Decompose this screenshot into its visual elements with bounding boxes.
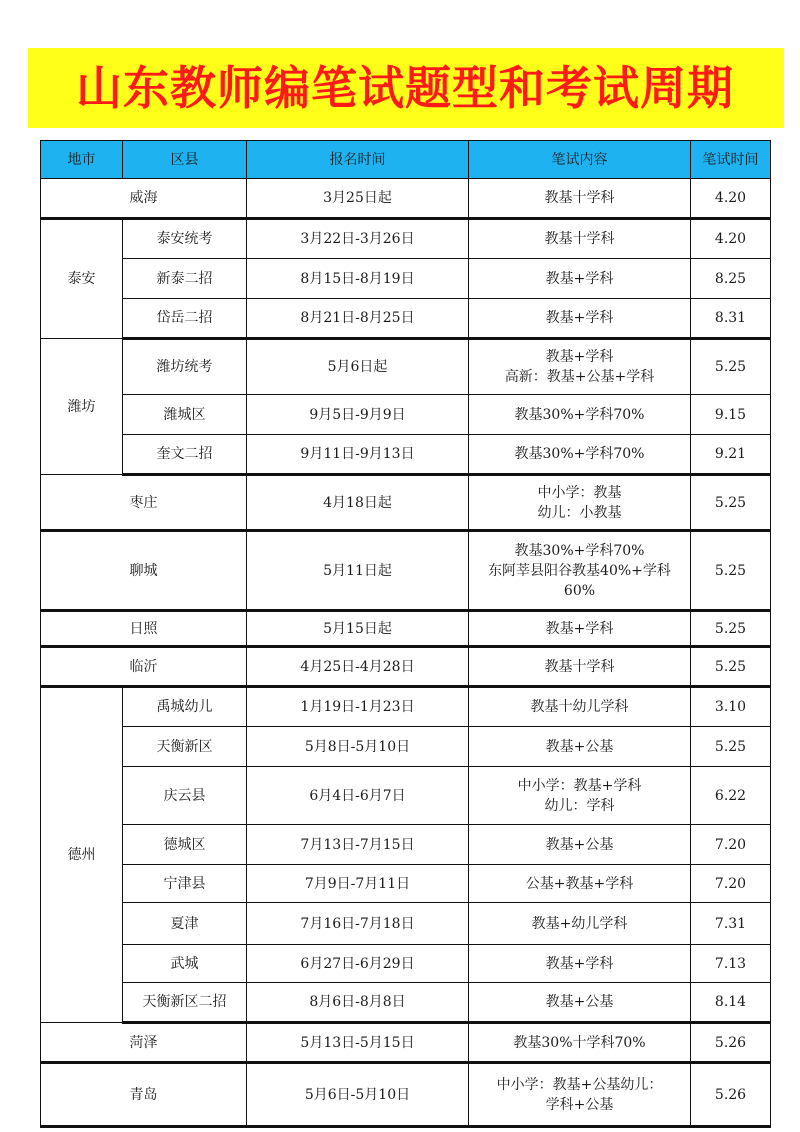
exam-time-cell	[691, 339, 771, 395]
exam-time-cell	[691, 611, 771, 647]
exam-content-cell	[469, 865, 691, 903]
exam-content-cell-text: 中小学：教基 幼儿：小教基	[537, 484, 622, 521]
district-cell-text: 奎文二招	[156, 446, 213, 462]
registration-time-cell	[247, 647, 469, 687]
exam-content-cell	[469, 1023, 691, 1063]
table-row	[41, 903, 771, 945]
table-row	[41, 475, 771, 531]
exam-time-cell-text: 8.25	[714, 270, 747, 287]
exam-time-cell-text: 5.25	[714, 494, 747, 511]
registration-time-cell	[247, 435, 469, 475]
page-title: 山东教师编笔试题型和考试周期	[76, 61, 734, 115]
exam-content-cell	[469, 767, 691, 825]
exam-time-cell-text: 4.20	[714, 190, 747, 206]
district-cell	[123, 903, 247, 945]
exam-time-cell	[691, 259, 771, 299]
exam-time-cell	[691, 687, 771, 727]
registration-time-cell-text: 5月6日起	[327, 359, 388, 375]
exam-time-cell-text: 5.25	[714, 738, 747, 755]
registration-time-cell	[247, 339, 469, 395]
registration-time-cell	[247, 945, 469, 983]
exam-time-cell-text: 9.21	[714, 446, 747, 462]
registration-time-cell-text: 7月16日-7月18日	[300, 915, 415, 932]
exam-content-cell	[469, 395, 691, 435]
registration-time-cell	[247, 1063, 469, 1127]
registration-time-cell	[247, 531, 469, 611]
table-row	[41, 983, 771, 1023]
registration-time-cell-text: 8月21日-8月25日	[300, 310, 415, 326]
exam-content-cell	[469, 299, 691, 339]
city-cell	[41, 687, 123, 1023]
exam-time-cell	[691, 767, 771, 825]
exam-content-cell-text: 教基30%+学科70%	[514, 406, 645, 423]
city-cell-text: 菏泽	[129, 1034, 158, 1051]
exam-time-cell-text: 5.26	[714, 1034, 747, 1051]
exam-content-cell-text: 教基+学科	[545, 620, 614, 637]
district-cell-text: 新泰二招	[156, 270, 213, 287]
exam-content-cell	[469, 1063, 691, 1127]
city-cell-text: 潍坊	[67, 398, 96, 415]
city-cell-text: 聊城	[129, 562, 158, 579]
table-row	[41, 825, 771, 865]
district-cell	[123, 259, 247, 299]
exam-content-cell	[469, 647, 691, 687]
city-cell	[41, 219, 123, 339]
exam-content-cell-text: 教基+学科	[545, 310, 614, 326]
registration-time-cell	[247, 219, 469, 259]
exam-time-cell	[691, 435, 771, 475]
registration-time-cell-text: 8月15日-8月19日	[300, 270, 415, 287]
registration-time-cell	[247, 767, 469, 825]
registration-time-cell-text: 7月9日-7月11日	[304, 875, 411, 892]
city-cell-text: 威海	[129, 190, 158, 206]
city-cell	[41, 179, 247, 219]
registration-time-cell	[247, 259, 469, 299]
table-body	[41, 179, 771, 1127]
title-banner	[28, 48, 784, 128]
registration-time-cell-text: 5月13日-5月15日	[300, 1034, 415, 1051]
exam-content-cell-text: 教基十学科	[544, 190, 615, 206]
exam-content-cell	[469, 339, 691, 395]
exam-content-cell	[469, 945, 691, 983]
district-cell	[123, 767, 247, 825]
exam-time-cell	[691, 219, 771, 259]
registration-time-cell-text: 5月6日-5月10日	[304, 1086, 411, 1103]
exam-time-cell-text: 6.22	[714, 787, 747, 804]
table-row	[41, 435, 771, 475]
exam-time-cell-text: 5.25	[714, 359, 747, 375]
registration-time-cell-text: 4月18日起	[323, 494, 392, 511]
city-cell-text: 泰安	[67, 271, 96, 287]
table-row	[41, 727, 771, 767]
exam-time-cell-text: 9.15	[714, 406, 747, 423]
exam-content-cell-text: 教基30%+学科70% 东阿莘县阳谷教基40%+学科 60%	[488, 542, 671, 599]
header-registration-time: 报名时间	[247, 141, 469, 179]
district-cell	[123, 219, 247, 259]
registration-time-cell-text: 7月13日-7月15日	[300, 836, 415, 853]
table-row	[41, 395, 771, 435]
exam-content-cell	[469, 727, 691, 767]
registration-time-cell-text: 1月19日-1月23日	[300, 699, 415, 715]
city-cell-text: 临沂	[129, 658, 158, 675]
registration-time-cell	[247, 865, 469, 903]
district-cell-text: 夏津	[170, 915, 199, 932]
registration-time-cell	[247, 727, 469, 767]
exam-content-cell	[469, 475, 691, 531]
exam-content-cell-text: 中小学：教基+公基幼儿： 学科+公基	[496, 1076, 663, 1113]
exam-content-cell	[469, 687, 691, 727]
exam-time-cell-text: 5.25	[714, 562, 747, 579]
exam-time-cell-text: 5.25	[714, 620, 747, 637]
registration-time-cell-text: 5月15日起	[323, 620, 392, 637]
table-row	[41, 531, 771, 611]
header-exam-content: 笔试内容	[469, 141, 691, 179]
table-row	[41, 687, 771, 727]
table-row	[41, 865, 771, 903]
registration-time-cell-text: 6月27日-6月29日	[300, 955, 415, 972]
exam-time-cell-text: 7.31	[714, 915, 747, 932]
exam-time-cell-text: 7.13	[714, 955, 747, 972]
exam-content-cell-text: 教基+公基	[545, 994, 614, 1010]
table-row	[41, 219, 771, 259]
exam-time-cell-text: 5.26	[714, 1086, 747, 1103]
exam-content-cell	[469, 903, 691, 945]
exam-schedule-table	[40, 140, 771, 1128]
exam-time-cell	[691, 825, 771, 865]
city-cell	[41, 339, 123, 475]
registration-time-cell	[247, 395, 469, 435]
district-cell-text: 天衡新区	[156, 738, 213, 755]
exam-time-cell	[691, 903, 771, 945]
registration-time-cell-text: 5月11日起	[323, 562, 392, 579]
registration-time-cell-text: 8月6日-8月8日	[309, 994, 406, 1010]
exam-content-cell-text: 教基30%+学科70%	[514, 446, 645, 462]
district-cell-text: 岱岳二招	[156, 310, 213, 326]
table-row	[41, 259, 771, 299]
registration-time-cell	[247, 983, 469, 1023]
exam-time-cell	[691, 865, 771, 903]
exam-content-cell	[469, 531, 691, 611]
exam-content-cell-text: 公基+教基+学科	[525, 875, 634, 892]
exam-content-cell-text: 教基+学科	[545, 955, 614, 972]
registration-time-cell	[247, 825, 469, 865]
registration-time-cell-text: 4月25日-4月28日	[300, 658, 415, 675]
city-cell-text: 德州	[67, 847, 96, 863]
header-exam-time: 笔试时间	[691, 141, 771, 179]
exam-content-cell-text: 教基+幼儿学科	[531, 915, 628, 932]
exam-time-cell-text: 7.20	[714, 875, 747, 892]
registration-time-cell	[247, 299, 469, 339]
district-cell-text: 德城区	[163, 836, 206, 853]
exam-time-cell	[691, 395, 771, 435]
table-row	[41, 299, 771, 339]
exam-time-cell	[691, 299, 771, 339]
registration-time-cell-text: 3月22日-3月26日	[300, 231, 415, 247]
registration-time-cell	[247, 179, 469, 219]
exam-content-cell	[469, 983, 691, 1023]
district-cell	[123, 727, 247, 767]
exam-time-cell	[691, 475, 771, 531]
district-cell	[123, 687, 247, 727]
registration-time-cell-text: 9月5日-9月9日	[309, 406, 406, 423]
district-cell-text: 庆云县	[163, 787, 206, 804]
city-cell-text: 枣庄	[129, 494, 158, 511]
registration-time-cell-text: 9月11日-9月13日	[300, 446, 415, 462]
table-row	[41, 945, 771, 983]
exam-time-cell	[691, 945, 771, 983]
district-cell	[123, 395, 247, 435]
exam-time-cell-text: 3.10	[714, 699, 747, 715]
registration-time-cell-text: 3月25日起	[323, 190, 392, 206]
exam-content-cell-text: 教基+公基	[545, 836, 614, 853]
header-city: 地市	[41, 141, 123, 179]
district-cell	[123, 435, 247, 475]
table-row	[41, 767, 771, 825]
exam-time-cell-text: 7.20	[714, 836, 747, 853]
exam-time-cell	[691, 1023, 771, 1063]
exam-time-cell-text: 5.25	[714, 658, 747, 675]
header-row	[41, 141, 771, 179]
district-cell	[123, 983, 247, 1023]
exam-content-cell-text: 教基30%十学科70%	[513, 1034, 646, 1051]
district-cell	[123, 865, 247, 903]
district-cell-text: 泰安统考	[156, 231, 213, 247]
registration-time-cell	[247, 687, 469, 727]
exam-time-cell-text: 4.20	[714, 231, 747, 247]
table-row	[41, 339, 771, 395]
exam-time-cell	[691, 727, 771, 767]
exam-content-cell	[469, 259, 691, 299]
exam-content-cell	[469, 435, 691, 475]
table-row	[41, 647, 771, 687]
exam-content-cell	[469, 179, 691, 219]
registration-time-cell	[247, 1023, 469, 1063]
exam-content-cell-text: 教基+学科 高新：教基+公基+学科	[504, 349, 655, 385]
district-cell-text: 武城	[170, 955, 199, 972]
city-cell	[41, 1063, 247, 1127]
table-row	[41, 1023, 771, 1063]
district-cell-text: 禹城幼儿	[156, 699, 213, 715]
exam-content-cell	[469, 825, 691, 865]
exam-content-cell-text: 教基十学科	[544, 231, 615, 247]
district-cell-text: 潍坊统考	[156, 359, 213, 375]
exam-time-cell-text: 8.31	[714, 310, 747, 326]
table-row	[41, 179, 771, 219]
city-cell	[41, 611, 247, 647]
exam-time-cell	[691, 647, 771, 687]
district-cell	[123, 339, 247, 395]
exam-content-cell-text: 教基十幼儿学科	[530, 699, 629, 715]
district-cell-text: 天衡新区二招	[142, 994, 227, 1010]
exam-content-cell-text: 教基+公基	[545, 738, 614, 755]
exam-content-cell-text: 教基十学科	[544, 658, 615, 675]
district-cell-text: 潍城区	[163, 406, 206, 423]
exam-time-cell-text: 8.14	[714, 994, 747, 1010]
district-cell	[123, 299, 247, 339]
district-cell	[123, 825, 247, 865]
exam-content-cell-text: 中小学：教基+学科 幼儿：学科	[517, 777, 642, 814]
district-cell	[123, 945, 247, 983]
exam-time-cell	[691, 983, 771, 1023]
city-cell	[41, 475, 247, 531]
table-row	[41, 611, 771, 647]
registration-time-cell	[247, 903, 469, 945]
city-cell	[41, 647, 247, 687]
exam-content-cell	[469, 611, 691, 647]
exam-content-cell-text: 教基+学科	[545, 270, 614, 287]
district-cell-text: 宁津县	[163, 875, 206, 892]
city-cell	[41, 531, 247, 611]
city-cell	[41, 1023, 247, 1063]
table-row	[41, 1063, 771, 1127]
city-cell-text: 青岛	[129, 1086, 158, 1103]
registration-time-cell-text: 6月4日-6月7日	[309, 787, 406, 804]
header-district: 区县	[123, 141, 247, 179]
exam-time-cell	[691, 179, 771, 219]
exam-content-cell	[469, 219, 691, 259]
registration-time-cell-text: 5月8日-5月10日	[304, 738, 411, 755]
registration-time-cell	[247, 475, 469, 531]
city-cell-text: 日照	[129, 620, 158, 637]
exam-time-cell	[691, 1063, 771, 1127]
registration-time-cell	[247, 611, 469, 647]
exam-time-cell	[691, 531, 771, 611]
